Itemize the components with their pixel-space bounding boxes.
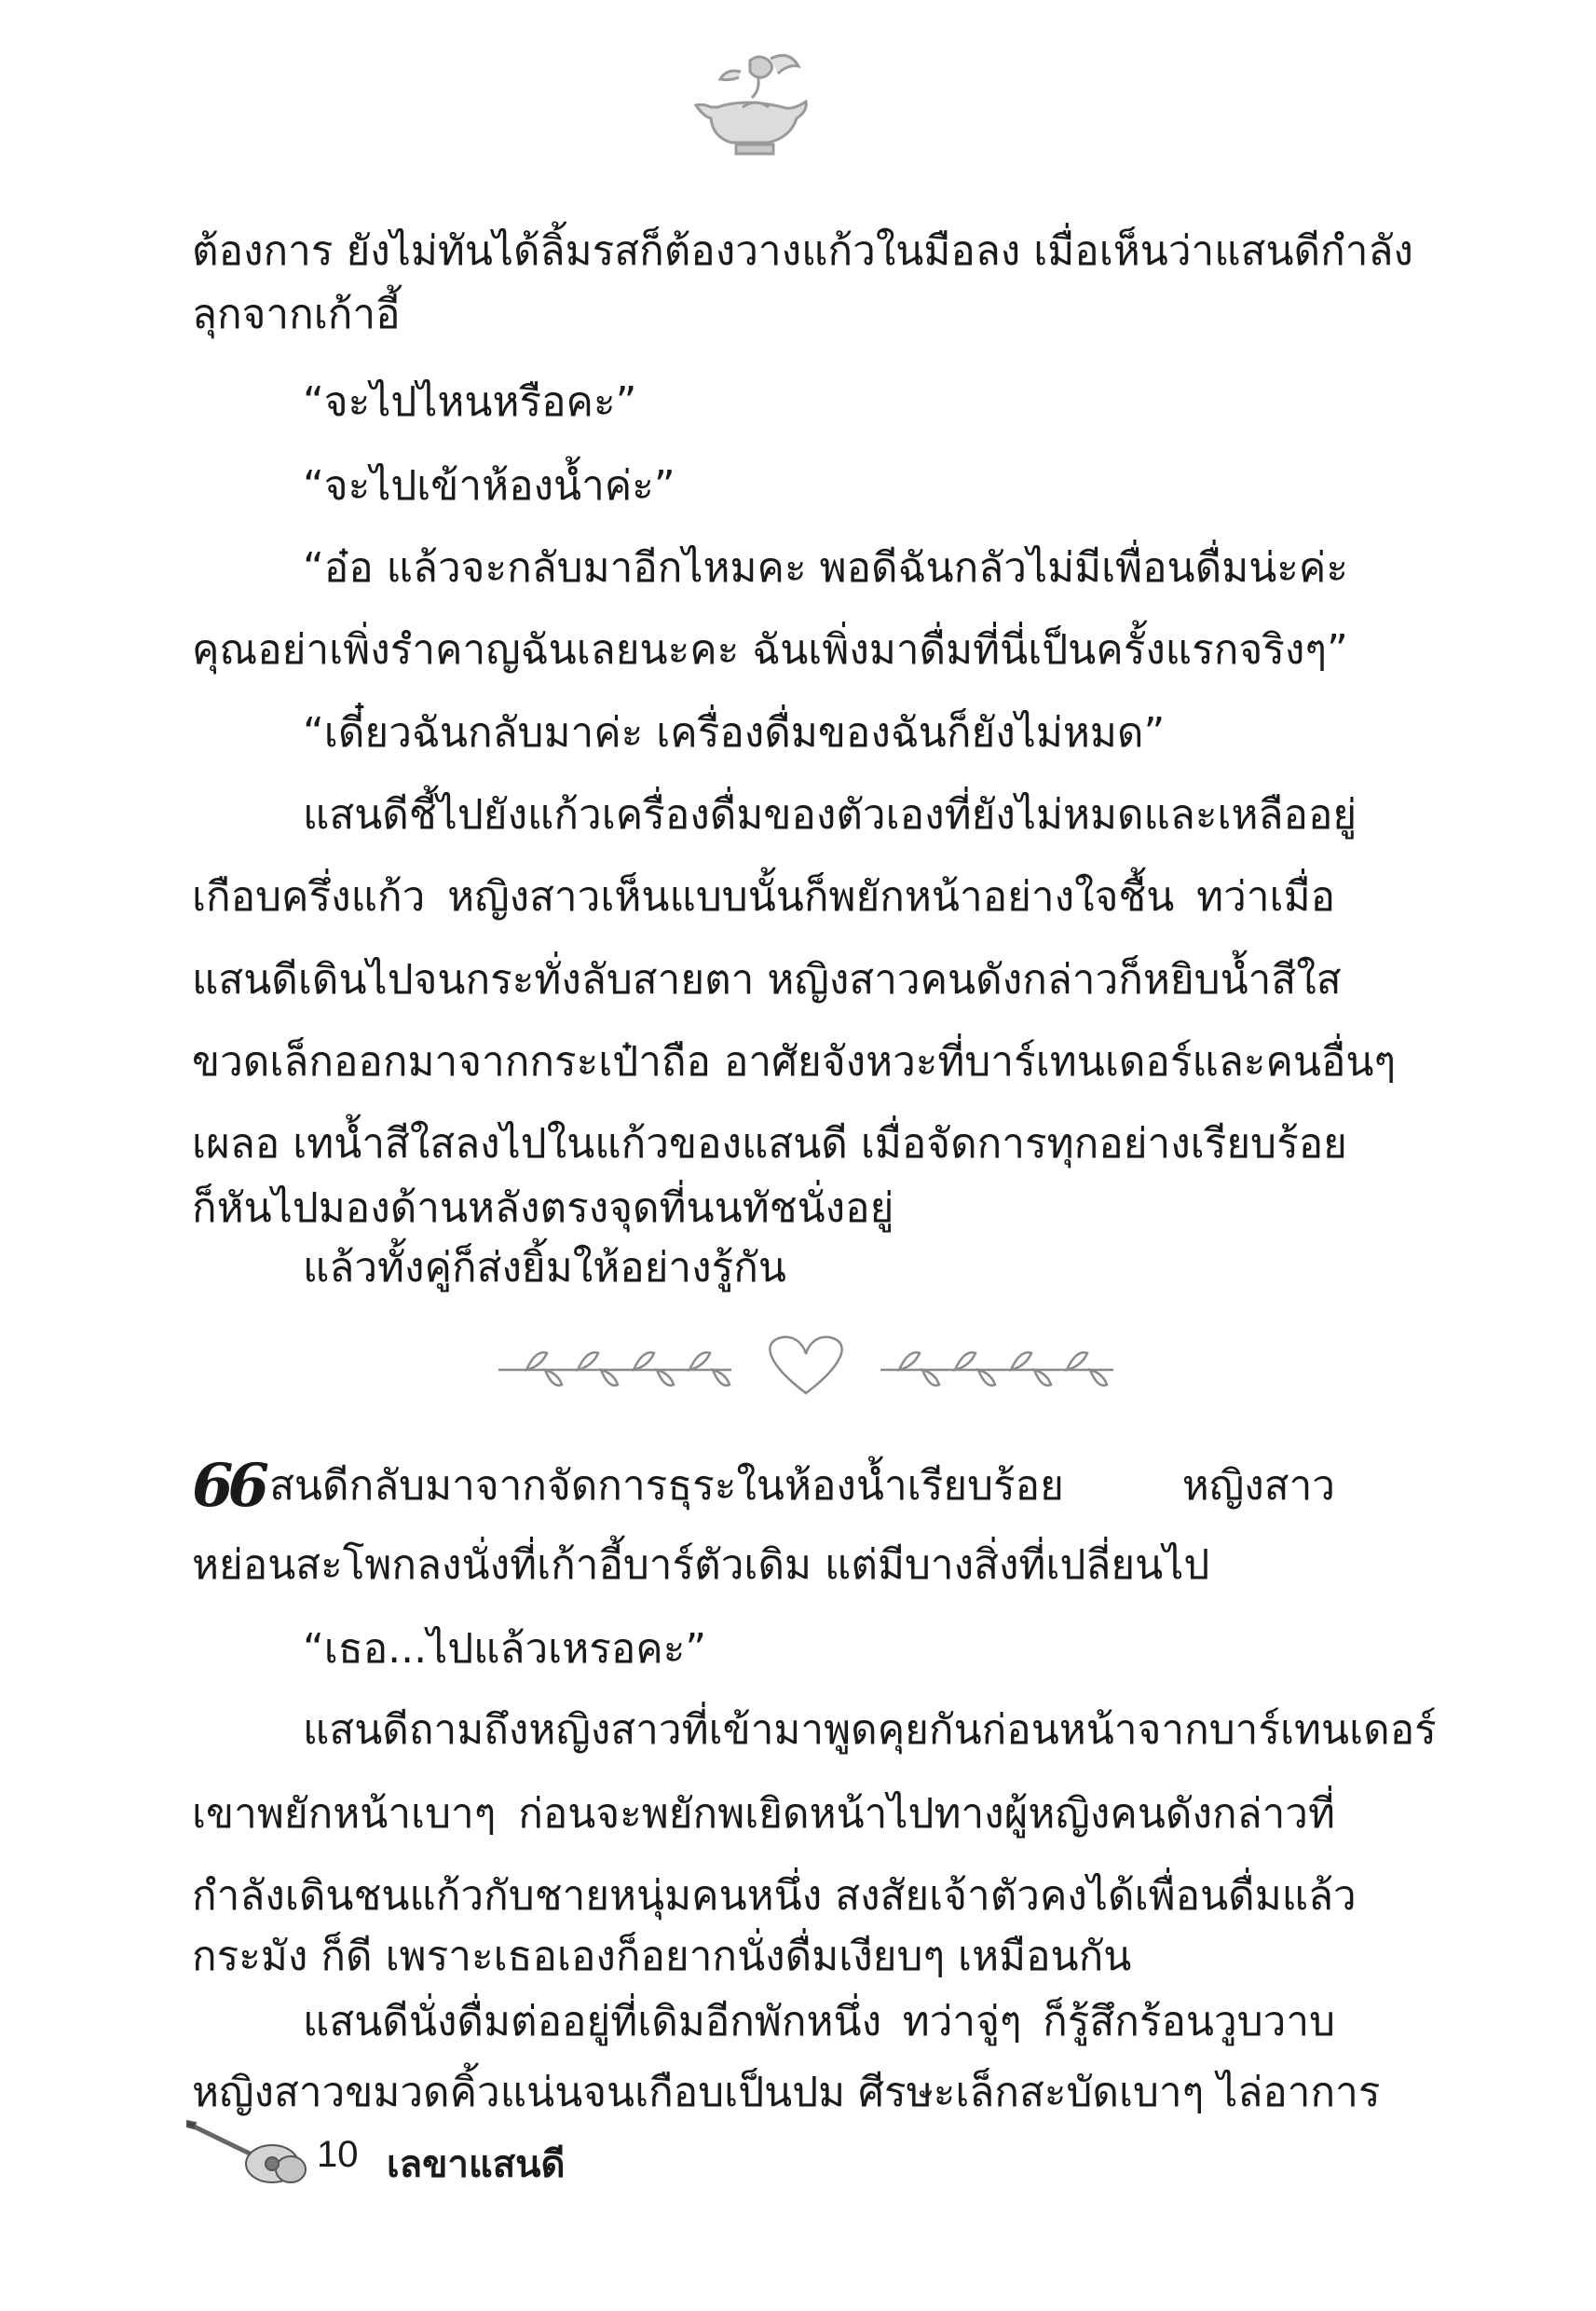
text-line: กระมัง ก็ดี เพราะเธอเองก็อยากนั่งดื่มเงียบๆ เหมือนกัน [192, 1933, 1132, 1980]
text-line: หย่อนสะโพกลงนั่งที่เก้าอี้บาร์ตัวเดิม แต่มีบางสิ่งที่เปลี่ยนไป [192, 1541, 1210, 1589]
text-line: เผลอ เทน้ำสีใสลงไปในแก้วของแสนดี เมื่อจัดการทุกอย่างเรียบร้อย [192, 1120, 1347, 1168]
text-line: “จะไปไหนหรือคะ” [303, 378, 637, 426]
text-line: ต้องการ ยังไม่ทันได้ลิ้มรสก็ต้องวางแก้วในมือลง เมื่อเห็นว่าแสนดีกำลัง [192, 227, 1413, 275]
text-line: คุณอย่าเพิ่งรำคาญฉันเลยนะคะ ฉันเพิ่งมาดื่มที่นี่เป็นครั้งแรกจริงๆ” [192, 626, 1348, 674]
text-line: เขาพยักหน้าเบาๆ ก่อนจะพยักพเยิดหน้าไปทางผู้หญิงคนดังกล่าวที่ [192, 1790, 1335, 1838]
text-line: “จะไปเข้าห้องน้ำค่ะ” [303, 462, 675, 510]
text-line: แสนดีถามถึงหญิงสาวที่เข้ามาพูดคุยกันก่อนหน้าจากบาร์เทนเดอร์ [303, 1706, 1437, 1754]
text-line: กำลังเดินชนแก้วกับชายหนุ่มคนหนึ่ง สงสัยเจ้าตัวคงได้เพื่อนดื่มแล้ว [192, 1872, 1357, 1920]
page-footer [186, 2115, 839, 2199]
text-line: แสนดีเดินไปจนกระทั่งลับสายตา หญิงสาวคนดังกล่าวก็หยิบน้ำสีใส [192, 956, 1342, 1004]
text-line: “เธอ...ไปแล้วเหรอคะ” [303, 1625, 707, 1673]
text-line: ขวดเล็กออกมาจากกระเป๋าถือ อาศัยจังหวะที่บาร์เทนเดอร์และคนอื่นๆ [192, 1038, 1397, 1086]
text-line: “เดี๋ยวฉันกลับมาค่ะ เครื่องดื่มของฉันก็ยังไม่หมด” [303, 709, 1166, 757]
text-line: ลุกจากเก้าอี้ [192, 291, 401, 338]
text-line: “อ๋อ แล้วจะกลับมาอีกไหมคะ พอดีฉันกลัวไม่มีเพื่อนดื่มน่ะค่ะ [303, 544, 1348, 592]
text-line: แล้วทั้งคู่ก็ส่งยิ้มให้อย่างรู้กัน [303, 1244, 786, 1292]
page-number: 10 [317, 2134, 359, 2175]
text-line: สนดีกลับมาจากจัดการธุระในห้องน้ำเรียบร้อย หญิงสาว [269, 1462, 1335, 1510]
drop-cap-line [192, 1451, 1335, 1521]
text-line: แสนดีชี้ไปยังแก้วเครื่องดื่มของตัวเองที่ยังไม่หมดและเหลืออยู่ [303, 791, 1357, 839]
text-line: เกือบครึ่งแก้ว หญิงสาวเห็นแบบนั้นก็พยักหน้าอย่างใจชื้น ทว่าเมื่อ [192, 873, 1335, 921]
text-line: ก็หันไปมองด้านหลังตรงจุดที่นนทัชนั่งอยู่ [192, 1184, 894, 1232]
guitar-icon [186, 2115, 307, 2190]
heart-vine-divider-icon [489, 1328, 1123, 1402]
text-line: หญิงสาวขมวดคิ้วแน่นจนเกือบเป็นปม ศีรษะเล็กสะบัดเบาๆ ไล่อาการ [192, 2069, 1381, 2116]
book-title: เลขาแสนดี [387, 2143, 566, 2186]
text-line: แสนดีนั่งดื่มต่ออยู่ที่เดิมอีกพักหนึ่ง ทว่าจู่ๆ ก็รู้สึกร้อนวูบวาบ [303, 1998, 1335, 2045]
drop-cap: 66 [192, 1451, 265, 1521]
cupid-teapot-ornament-icon [685, 51, 825, 172]
